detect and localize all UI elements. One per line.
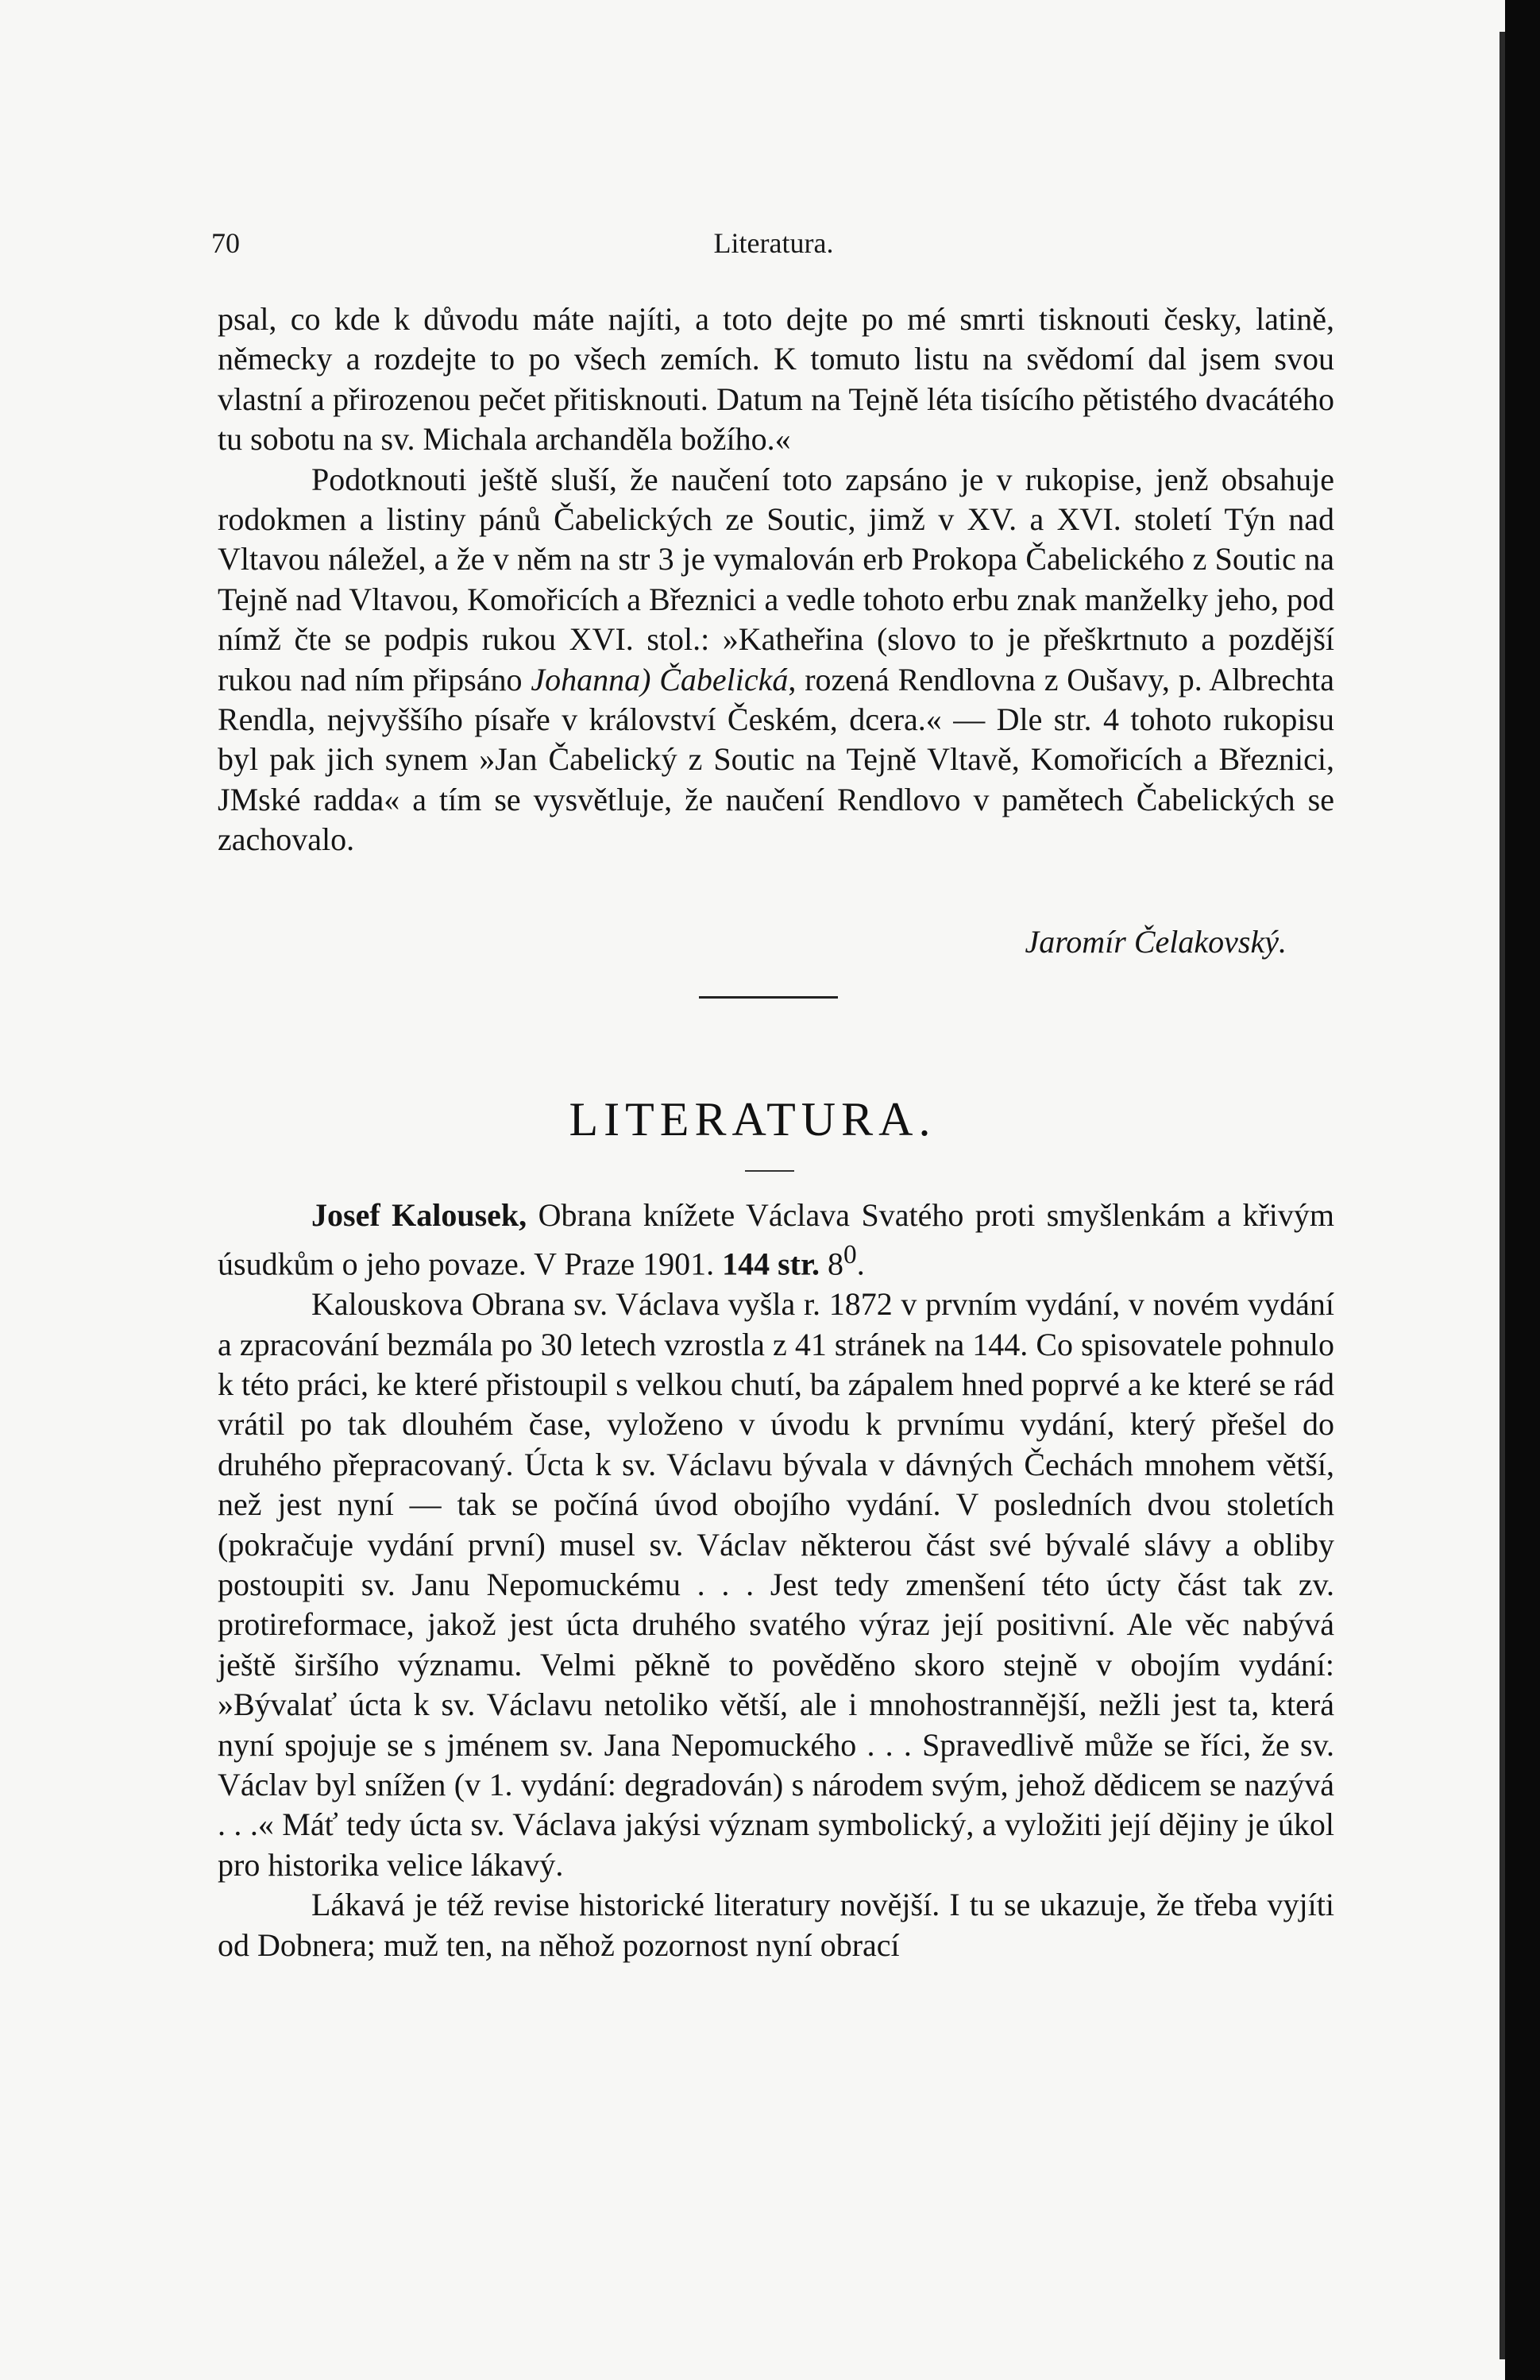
review-heading — [218, 1196, 1334, 1285]
title-underline — [745, 1170, 794, 1172]
review-book-title: Obrana knížete Václava Svatého proti smyšlenkám a křivým úsudkům o jeho povaze. V Praze 1901. — [218, 1197, 1334, 1282]
paragraph-note — [218, 460, 1334, 860]
review-format-sup: 0 — [843, 1240, 857, 1270]
review-format-end: . — [856, 1246, 865, 1282]
section-divider — [699, 996, 838, 999]
note-text-a: Podotknouti ještě sluší, že naučení toto zapsáno je v rukopise, jenž obsahuje rodokmen a listiny pánů Čabelických ze Soutic, jimž v XV. a XVI. století Týn nad Vltavou náležel, a že v něm na str 3 je vymalován erb Prokopa Čabelického z Soutic na Tejně nad Vltavou, Komořicích a Březnici a vedle tohoto erbu znak manželky jeho, pod nímž čte se podpis rukou XVI. stol.: »Katheřina (slovo to je přeškrtnuto a pozdější rukou nad ním připsáno — [218, 461, 1334, 697]
section-title: LITERATURA. — [569, 1093, 936, 1146]
note-text-b: , rozená Rendlovna z Oušavy, p. Albrechta Rendla, nejvyššího písaře v království Českém, dcera.« — Dle str. 4 tohoto rukopisu byl pak jich synem »Jan Čabelický z Soutic na Tejně Vltavě, Komořicích a Březnici, JMské radda« a tím se vysvětluje, že naučení Rendlovo v pamětech Čabelických se zachovalo. — [218, 661, 1334, 858]
review-block — [218, 1196, 1334, 1965]
signature: Jaromír Čelakovský. — [1025, 924, 1287, 960]
page-number: 70 — [211, 227, 240, 259]
top-text-block — [218, 299, 1334, 860]
running-header — [211, 226, 1336, 266]
review-paragraph-2: Lákavá je též revise historické literatury novější. I tu se ukazuje, že třeba vyjíti od Dobnera; muž ten, na něhož pozornost nyní obrací — [218, 1887, 1334, 1963]
scan-edge — [1505, 0, 1540, 2380]
review-pages: 144 str. — [722, 1246, 820, 1282]
running-title: Literatura. — [713, 227, 834, 259]
review-author: Josef Kalousek, — [311, 1197, 527, 1233]
note-name-italic: Johanna) Čabelická — [531, 661, 789, 697]
review-format: 8 — [820, 1246, 844, 1282]
page-edge-shadow — [1499, 32, 1505, 2359]
paragraph-letter-end: psal, co kde k důvodu máte najíti, a toto dejte po mé smrti tisknouti česky, latině, německy a rozdejte to po všech zemích. K tomuto listu na svědomí dal jsem svou vlastní a přirozenou pečet přitisknouti. Datum na Tejně léta tisícího pětistého dvacátého tu sobotu na sv. Michala archanděla božího.« — [218, 301, 1334, 458]
review-paragraph-1: Kalouskova Obrana sv. Václava vyšla r. 1872 v prvním vydání, v novém vydání a zpracování bezmála po 30 letech vzrostla z 41 stránek na 144. Co spisovatele pohnulo k této práci, ke které přistoupil s velkou chutí, ba zápalem hned poprvé a ke které se rád vrátil po tak dlouhém čase, vyloženo v úvodu k prvnímu vydání, který přešel do druhého přepracovaný. Úcta k sv. Václavu bývala v dávných Čechách mnohem větší, než jest nyní — tak se počíná úvod obojího vydání. V posledních dvou stoletích (pokračuje vydání první) musel sv. Václav některou část své bývalé slávy a obliby postoupiti sv. Janu Nepomuckému . . . Jest tedy zmenšení této úcty část tak zv. protireformace, jakož jest úcta druhého svatého výraz její positivní. Ale věc nabývá ještě širšího významu. Velmi pěkně to pověděno skoro stejně v obojím vydání: »Bývalať úcta k sv. Václavu netoliko větší, ale i mnohostrannější, nežli jest ta, která nyní spojuje se s jménem sv. Jana Nepomuckého . . . Spravedlivě může se říci, že sv. Václav byl snížen (v 1. vydání: degradován) s národem svým, jehož dědicem se nazývá . . .« Máť tedy úcta sv. Václava jakýsi význam symbolický, a vyložiti její dějiny je úkol pro historika velice lákavý. — [218, 1286, 1334, 1883]
